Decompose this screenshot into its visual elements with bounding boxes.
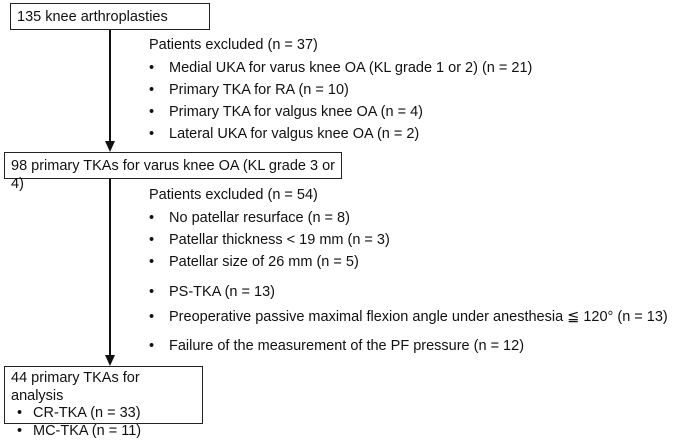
exclusion-1-item-text: Lateral UKA for valgus knee OA (n = 2) bbox=[169, 126, 419, 142]
box-primary-tkas-varus bbox=[4, 152, 342, 179]
exclusion-2-item-text: Patellar size of 26 mm (n = 5) bbox=[169, 254, 359, 270]
exclusion-1-item bbox=[149, 59, 532, 77]
exclusion-1-title: Patients excluded (n = 37) bbox=[149, 36, 318, 54]
box-knee-arthroplasties-label: 135 knee arthroplasties bbox=[17, 9, 168, 25]
exclusion-2-item-text: No patellar resurface (n = 8) bbox=[169, 210, 350, 226]
box-knee-arthroplasties bbox=[10, 3, 210, 30]
exclusion-2-item-text: PS-TKA (n = 13) bbox=[169, 284, 275, 300]
bullet-icon: • bbox=[149, 308, 169, 326]
exclusion-2-item-text: Failure of the measurement of the PF pressure (n = 12) bbox=[169, 338, 524, 354]
analysis-group-item: • CR-TKA (n = 33) bbox=[11, 405, 196, 423]
exclusion-2-item bbox=[149, 337, 524, 355]
flow-arrow-2-line bbox=[109, 179, 111, 356]
flow-arrow-1-line bbox=[109, 30, 111, 142]
exclusion-1-item bbox=[149, 125, 419, 143]
box-tkas-for-analysis-label: 44 primary TKAs for analysis bbox=[11, 370, 196, 405]
exclusion-2-item bbox=[149, 283, 275, 301]
bullet-icon: • bbox=[149, 209, 169, 227]
bullet-icon: • bbox=[149, 125, 169, 143]
bullet-icon: • bbox=[149, 231, 169, 249]
bullet-icon: • bbox=[149, 283, 169, 301]
exclusion-2-title: Patients excluded (n = 54) bbox=[149, 186, 318, 204]
bullet-icon: • bbox=[149, 59, 169, 77]
exclusion-2-item-text: Patellar thickness < 19 mm (n = 3) bbox=[169, 232, 390, 248]
exclusion-2-item-text: Preoperative passive maximal flexion angle under anesthesia ≦ 120° (n = 13) bbox=[169, 309, 668, 325]
exclusion-1-item-text: Medial UKA for varus knee OA (KL grade 1 or 2) (n = 21) bbox=[169, 60, 532, 76]
exclusion-1-item bbox=[149, 103, 423, 121]
flow-arrow-2-head-icon bbox=[105, 355, 115, 366]
box-tkas-for-analysis bbox=[4, 366, 203, 424]
flow-arrow-1-head-icon bbox=[105, 141, 115, 152]
exclusion-2-item bbox=[149, 308, 668, 326]
exclusion-1-item bbox=[149, 81, 349, 99]
bullet-icon: • bbox=[149, 103, 169, 121]
bullet-icon: • bbox=[149, 81, 169, 99]
bullet-icon: • bbox=[149, 337, 169, 355]
exclusion-1-item-text: Primary TKA for valgus knee OA (n = 4) bbox=[169, 104, 423, 120]
exclusion-2-item bbox=[149, 253, 359, 271]
analysis-group-list bbox=[11, 405, 196, 440]
box-primary-tkas-varus-label: 98 primary TKAs for varus knee OA (KL grade 3 or 4) bbox=[11, 158, 335, 192]
exclusion-2-item bbox=[149, 231, 390, 249]
exclusion-1-item-text: Primary TKA for RA (n = 10) bbox=[169, 82, 349, 98]
analysis-group-item: • MC-TKA (n = 11) bbox=[11, 423, 196, 440]
exclusion-2-item bbox=[149, 209, 350, 227]
bullet-icon: • bbox=[149, 253, 169, 271]
